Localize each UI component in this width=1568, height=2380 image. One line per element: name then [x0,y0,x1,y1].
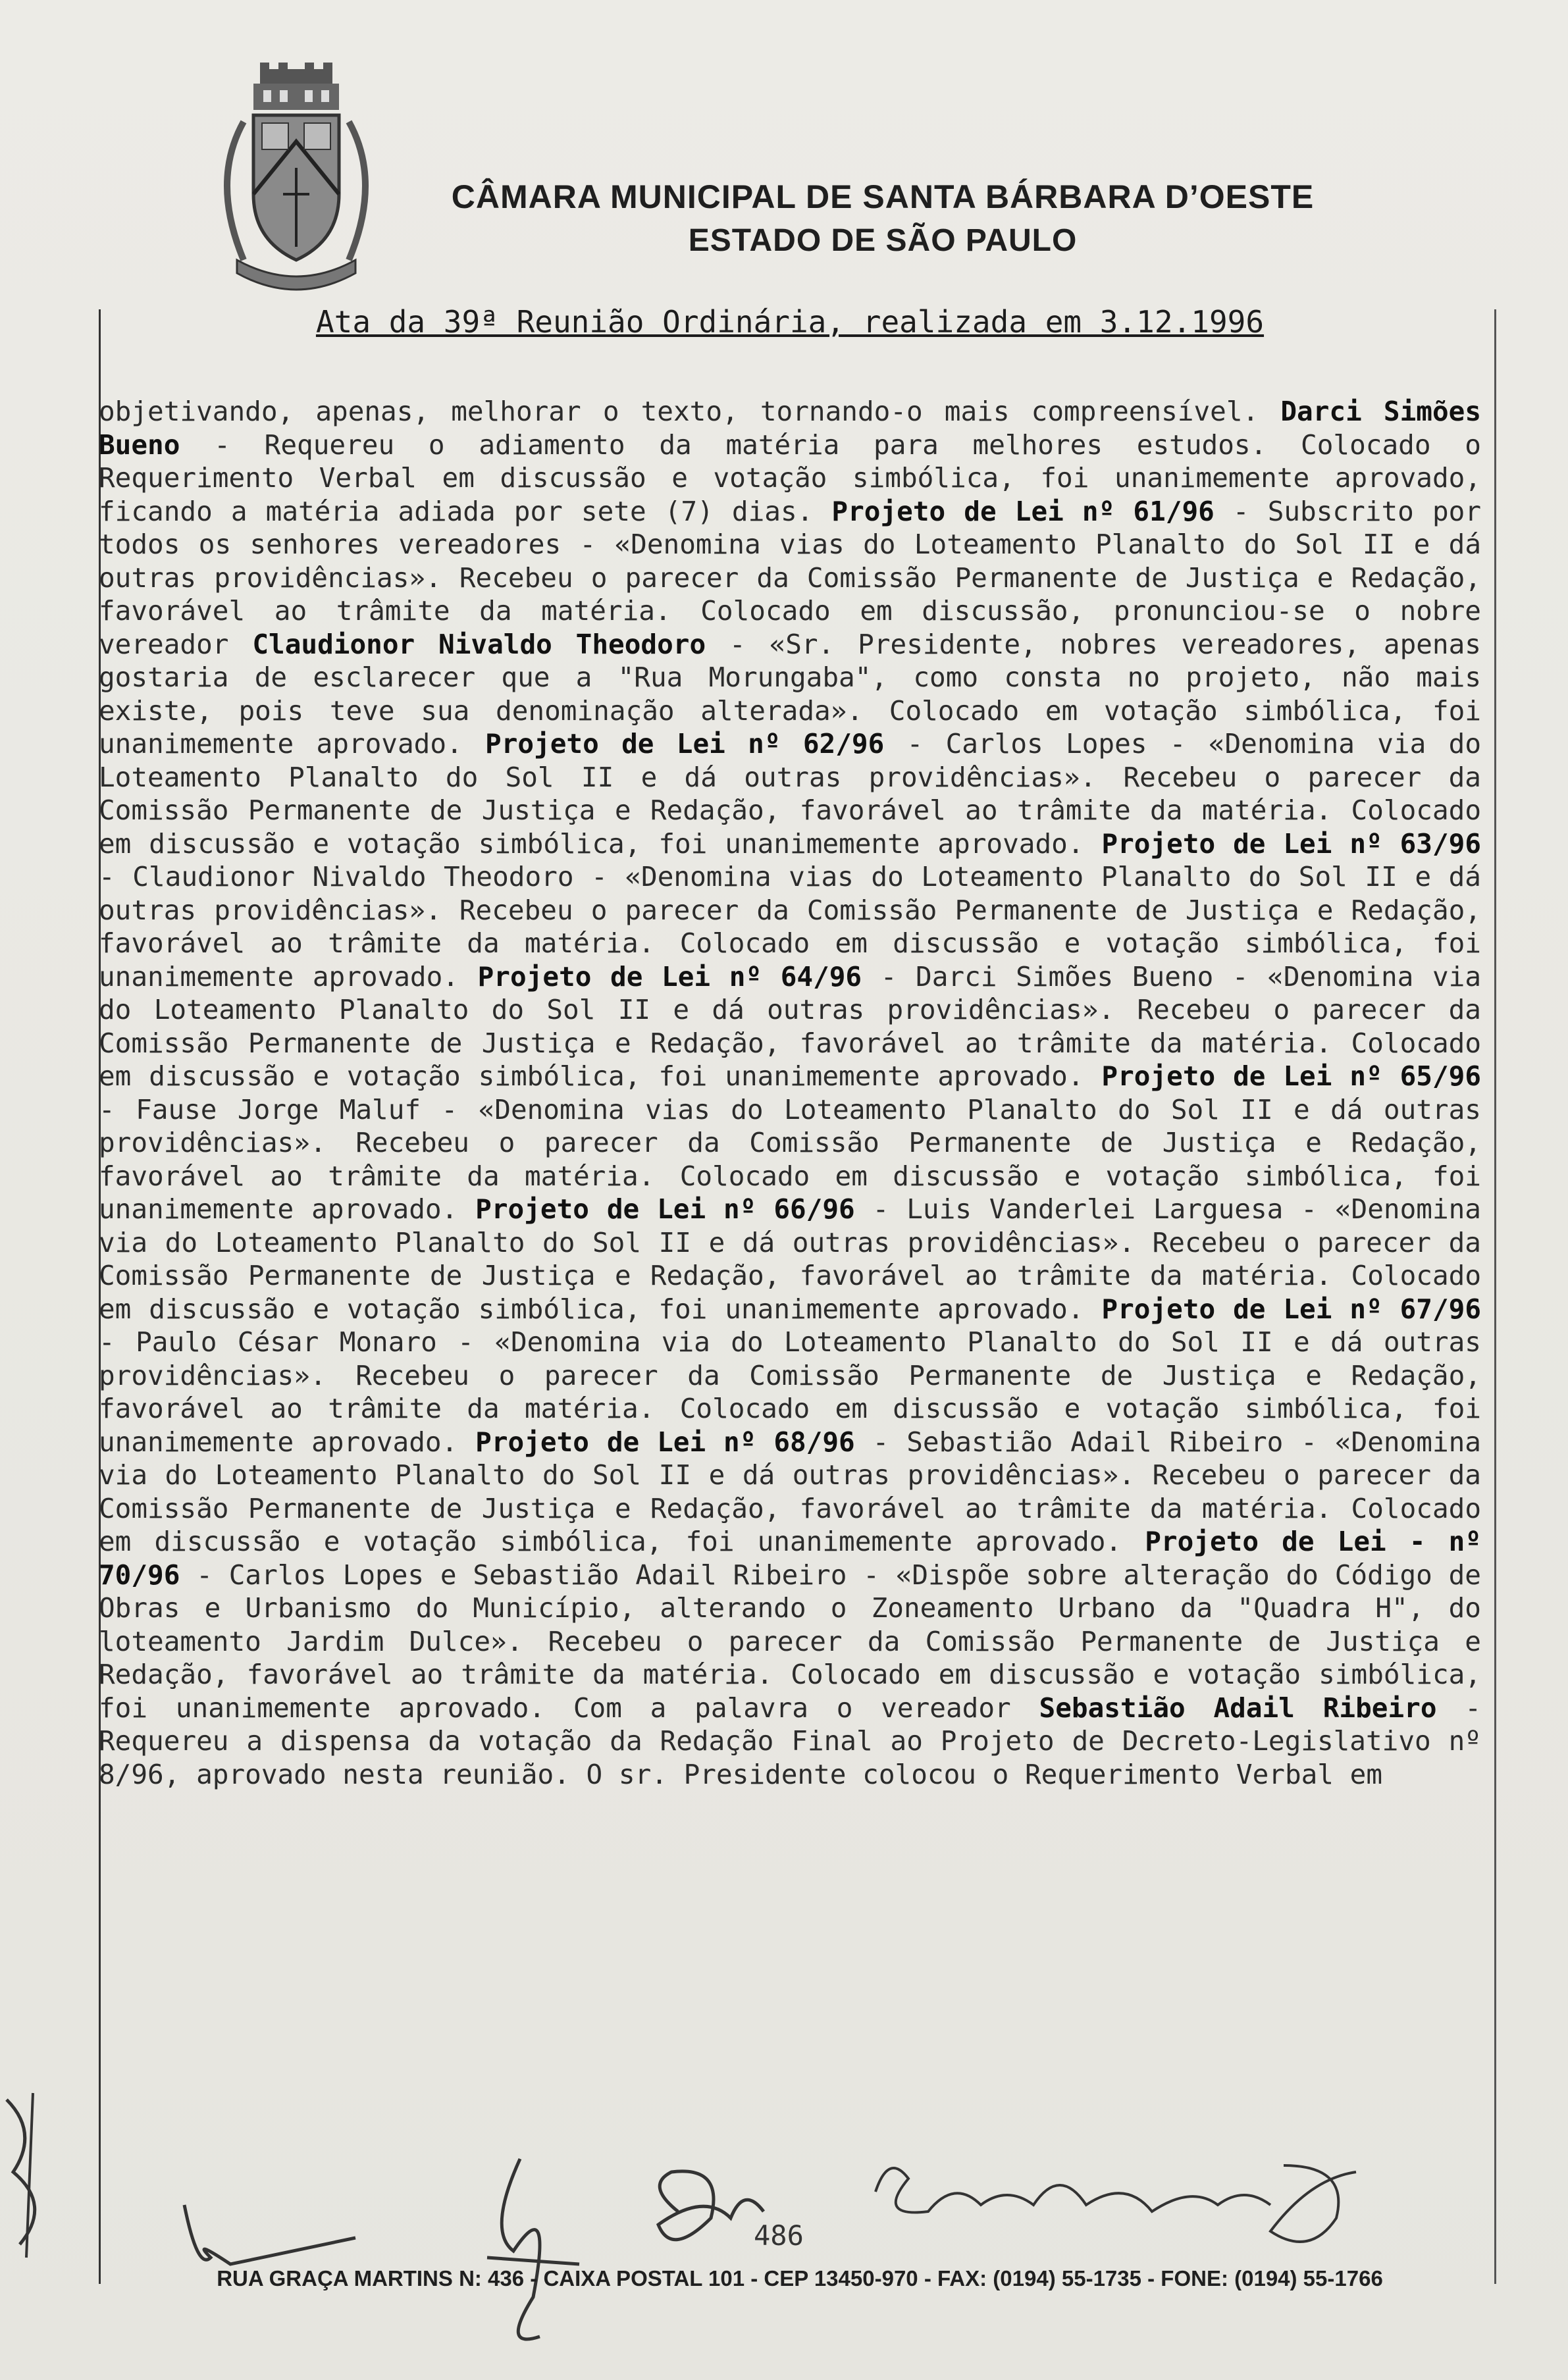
footer-address: RUA GRAÇA MARTINS N: 436 - CAIXA POSTAL 101 - CEP 13450-970 - FAX: (0194) 55-1735 - FONE: (0194) 55-1766 [217,2266,1383,2290]
bold-run: Projeto de Lei nº 68/96 [475,1426,855,1458]
text-run: - Fause Jorge Maluf - «Denomina vias do Loteamento Planalto do Sol II e dá outras providências». Recebeu o parecer da Comissão Permanente de Justiça e Redação, favorável ao trâmite da matéria. Colocado em discussão e votação simbólica, foi unanimemente aprovado. [99,1093,1481,1225]
bold-run: Darci Simões Bueno [99,396,1482,461]
text-run: - Paulo César Monaro - «Denomina via do Loteamento Planalto do Sol II e dá outras providências». Recebeu o parecer da Comissão Permanente de Justiça e Redação, favorável ao trâmite da matéria. Colocado em discussão e votação simbólica, foi unanimemente aprovado. [99,1326,1481,1458]
text-run: - Carlos Lopes e Sebastião Adail Ribeiro - «Dispõe sobre alteração do Código de Obras e Urbanismo do Município, alterando o Zoneamento Urbano da "Quadra H", do loteamento Jardim Dulce». Recebeu o parecer da Comissão Permanente de Justiça e Redação, favorável ao trâmite da matéria. Colocado em discussão e votação simbólica, foi unanimemente aprovado. Com a palavra o vereador [99,1559,1481,1724]
text-run: - Carlos Lopes - «Denomina via do Loteamento Planalto do Sol II e dá outras providências». Recebeu o parecer da Comissão Permanente de Justiça e Redação, favorável ao trâmite da matéria. Colocado em discussão e votação simbólica, foi unanimemente aprovado. [99,728,1482,860]
minutes-body-text [99,395,1481,1791]
bold-run: Projeto de Lei nº 64/96 [477,960,862,993]
bold-run: Claudionor Nivaldo Theodoro [252,628,706,660]
handwritten-signature-4-icon [849,2139,1363,2271]
chamber-title: CÂMARA MUNICIPAL DE SANTA BÁRBARA D’OESTE [451,178,1315,215]
text-run: - Luis Vanderlei Larguesa - «Denomina via do Loteamento Planalto do Sol II e dá outras providências». Recebeu o parecer da Comissão Permanente de Justiça e Redação, favorável ao trâmite da matéria. Colocado em discussão e votação simbólica, foi unanimemente aprovado. [99,1193,1481,1325]
bold-run: Sebastião Adail Ribeiro [1039,1692,1437,1724]
bold-run: Projeto de Lei - nº 70/96 [99,1526,1482,1591]
text-run: - Requereu a dispensa da votação da Redação Final ao Projeto de Decreto-Legislativo nº 8/96, aprovado nesta reunião. O sr. Presidente colocou o Requerimento Verbal em [99,1692,1482,1790]
right-margin-rule [1494,309,1496,2284]
minutes-subtitle: Ata da 39ª Reunião Ordinária, realizada em 3.12.1996 [315,304,1265,340]
bold-run: Projeto de Lei nº 67/96 [1101,1293,1481,1325]
text-run: - Sebastião Adail Ribeiro - «Denomina via do Loteamento Planalto do Sol II e dá outras providências». Recebeu o parecer da Comissão Permanente de Justiça e Redação, favorável ao trâmite da matéria. Colocado em discussão e votação simbólica, foi unanimemente aprovado. [99,1426,1481,1557]
page-number: 486 [754,2219,804,2252]
handwritten-signature-3-icon [632,2146,803,2277]
text-run: objetivando, apenas, melhorar o texto, tornando-o mais compreensível. [99,396,1281,427]
handwritten-signature-2-icon [461,2152,592,2350]
bold-run: Projeto de Lei nº 61/96 [831,495,1215,527]
bold-run: Projeto de Lei nº 65/96 [1101,1060,1481,1092]
bold-run: Projeto de Lei nº 62/96 [485,728,885,760]
text-run: - Claudionor Nivaldo Theodoro - «Denomina vias do Loteamento Planalto do Sol II e dá outras providências». Recebeu o parecer da Comissão Permanente de Justiça e Redação, favorável ao trâmite da matéria. Colocado em discussão e votação simbólica, foi unanimemente aprovado. [99,861,1481,993]
text-run: - Requereu o adiamento da matéria para melhores estudos. Colocado o Requerimento Verbal em discussão e votação simbólica, foi unanimemente aprovado, ficando a matéria adiada por sete (7) dias. [99,428,1481,527]
handwritten-signature-left-icon [0,2073,79,2271]
bold-run: Projeto de Lei nº 66/96 [475,1193,855,1225]
state-title: ESTADO DE SÃO PAULO [688,223,1078,258]
text-run: - Subscrito por todos os senhores vereadores - «Denomina vias do Loteamento Planalto do Sol II e dá outras providências». Recebeu o parecer da Comissão Permanente de Justiça e Redação, favorável ao trâmite da matéria. Colocado em discussão, pronunciou-se o nobre vereador [99,495,1481,660]
text-run: - «Sr. Presidente, nobres vereadores, apenas gostaria de esclarecer que a "Rua Morungaba", como consta no projeto, não mais existe, pois teve sua denominação alterada». Colocado em votação simbólica, foi unanimemente aprovado. [99,628,1481,760]
bold-run: Projeto de Lei nº 63/96 [1101,827,1481,860]
text-run: - Darci Simões Bueno - «Denomina via do Loteamento Planalto do Sol II e dá outras providências». Recebeu o parecer da Comissão Permanente de Justiça e Redação, favorável ao trâmite da matéria. Colocado em discussão e votação simbólica, foi unanimemente aprovado. [99,960,1482,1092]
